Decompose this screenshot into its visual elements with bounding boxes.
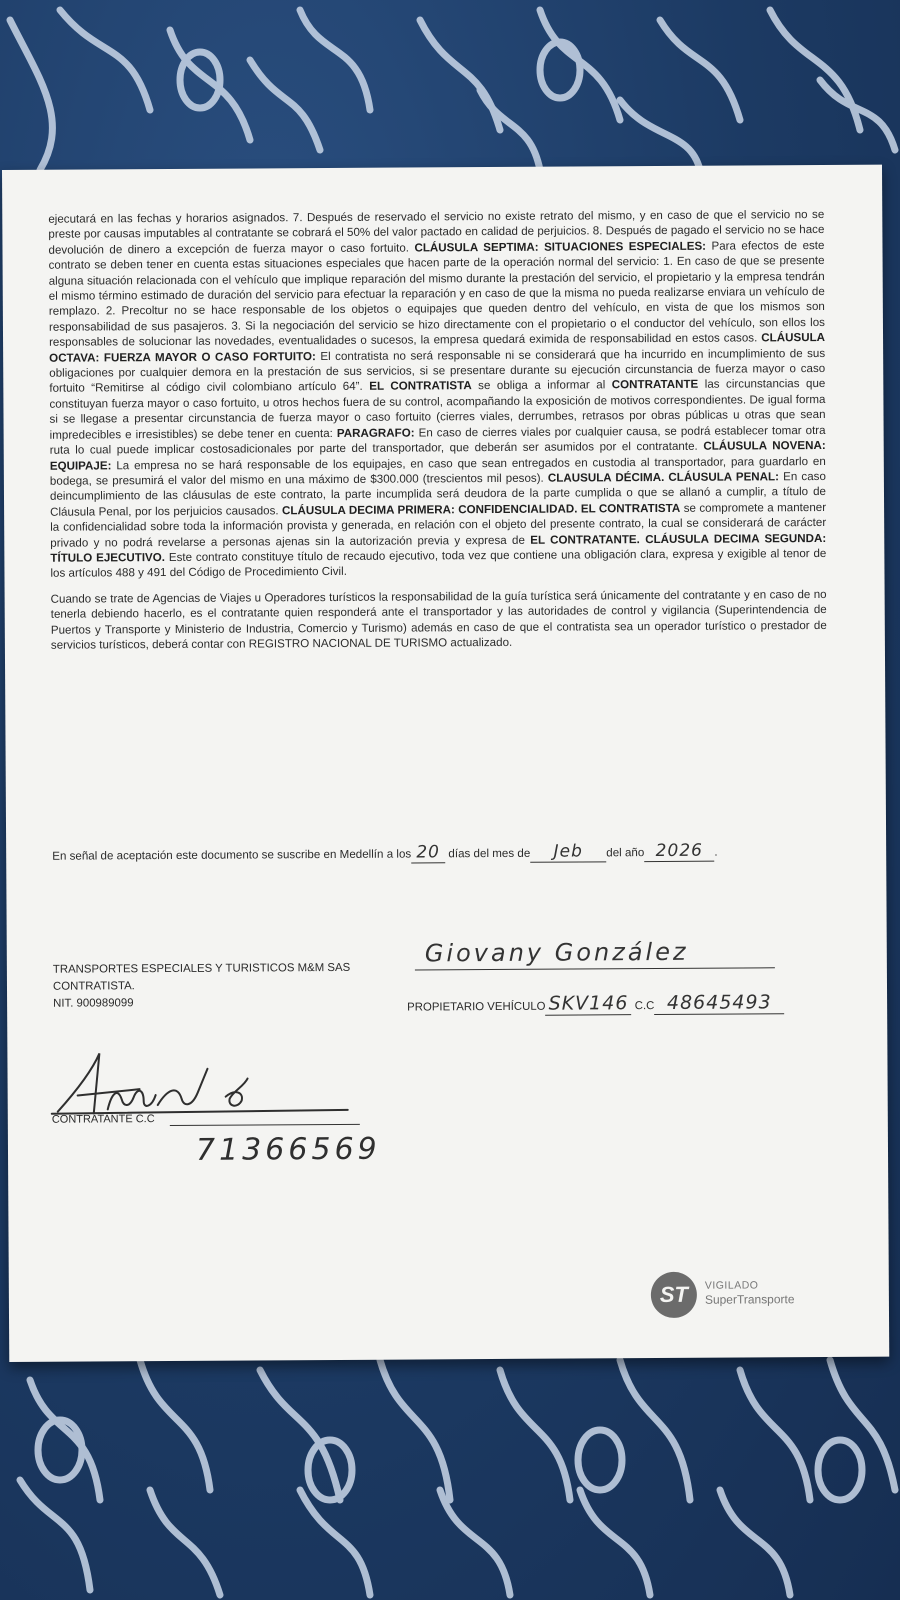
vigilado-seal: [651, 1271, 831, 1322]
tourism-paragraph: Cuando se trate de Agencias de Viajes u Operadores turísticos la responsabilidad de la guía turística será únicamente del contratante y en caso de no tenerla debiendo hacerlo, es el contratante quien responderá ante el transportador y las autoridades de control y vigilancia (Superintendencia de Puertos y Transporte y Ministerio de Industria, Comercio y Turismo) además en caso de que el contratista sea un operador turístico o prestador de servicios turísticos, deberá contar con REGISTRO NACIONAL DE TURISMO actualizado.: [50, 587, 827, 652]
plate-field: [545, 992, 631, 1016]
owner-info-line: [407, 991, 784, 1016]
contratante-label: CONTRATANTE C.C: [51, 1113, 155, 1126]
contract-body: [48, 207, 827, 663]
contractor-block: [53, 960, 351, 1013]
contratante-signature: [47, 1048, 367, 1120]
year-field: [644, 841, 714, 862]
vigilado-label: VIGILADO: [704, 1279, 759, 1292]
acceptance-line: [52, 840, 812, 866]
month-field: [530, 841, 606, 862]
contratante-id: 71366569: [195, 1131, 381, 1168]
contratante-id-line: [170, 1124, 360, 1126]
owner-label: PROPIETARIO VEHÍCULO: [407, 1000, 546, 1014]
owner-cc-field: [654, 991, 784, 1015]
supertransporte-label: SuperTransporte: [704, 1292, 795, 1307]
owner-signature-line: [415, 935, 775, 970]
acceptance-text-3: del año: [606, 846, 645, 860]
acceptance-end: .: [714, 845, 718, 859]
plate-value: SKV146: [548, 992, 629, 1015]
company-role: CONTRATISTA.: [52, 980, 135, 993]
year-value: 2026: [655, 840, 703, 862]
owner-signature: Giovany González: [424, 937, 689, 968]
company-name: TRANSPORTES ESPECIALES Y TURISTICOS M&M SAS: [52, 961, 351, 976]
day-value: 20: [416, 842, 441, 863]
month-value: Jeb: [553, 841, 583, 862]
day-field: [411, 842, 445, 863]
contract-page: [2, 165, 889, 1362]
owner-cc-value: 48645493: [666, 991, 772, 1014]
company-nit: NIT. 900989099: [53, 997, 134, 1010]
acceptance-text-1: En señal de aceptación este documento se suscribe en Medellín a los: [52, 847, 412, 863]
supertransporte-logo: ST: [651, 1272, 697, 1318]
clauses-paragraph: ejecutará en las fechas y horarios asignados. 7. Después de reservado el servicio no existe retrato del mismo, y en caso de que el servicio no se preste por causas imputables al contratante se cobrará el 50% del valor pactado en calidad de perjuicios. 8. Después de pagado el servicio no se hace devolución de dinero a excepción de fuerza mayor o caso fortuito. CLÁUSULA SEPTIMA: SITUACIONES ESPECIALES: Para efectos de este contrato se deben tener en cuenta estas situaciones especiales que hacen parte de la operación normal del servicio: 1. En caso de que se presente alguna situación relacionada con el vehículo que implique reparación del mismo durante la prestación del servicio, el propietario y la empresa tendrán el mismo término estimado de duración del servicio para efectuar la reparación y en caso de que la misma no pueda realizarse enviara un vehículo de remplazo. 2. Precoltur no se hace responsable de los objetos o equipajes que queden dentro del vehículo, en vista de que los mismos son responsabilidad de sus pasajeros. 3. Si la negociación del servicio se hizo directamente con el propietario o el conductor del vehículo, son ellos los responsables de solucionar las novedades, eventualidades o sucesos, la empresa quedará eximida de responsabilidad en estos casos. CLÁUSULA OCTAVA: FUERZA MAYOR O CASO FORTUITO: El contratista no será responsable ni se considerará que ha incurrido en incumplimiento de sus obligaciones por cualquier demora en la prestación de sus servicios, si se presentare durante su ejecución circunstancia de fuerza mayor o caso fortuito “Remitirse al código civil colombiano artículo 64”. EL CONTRATISTA se obliga a informar al CONTRATANTE las circunstancias que constituyan fuerza mayor o caso fortuito, u otros hechos fuera de su control, acompañando la exposición de motivos correspondientes. De igual forma si se llegase a presentar circunstancia de fuerza mayor o caso fortuito (cierres viales, derrumbes, retrasos por obras públicas u otras que sean impredecibles e irresistibles) se debe tener en cuenta: PARAGRAFO: En caso de cierres viales por cualquier causa, se podrá establecer tomar otra ruta lo cual puede implicar costosadicionales por parte del transportador, que deberán ser asumidos por el contratante. CLÁUSULA NOVENA: EQUIPAJE: La empresa no se hará responsable de los equipajes, en caso que sean entregados en custodia al transportador, para guardarlo en bodega, se presumirá el valor del mismo en una máximo de $300.000 (trescientos mil pesos). CLAUSULA DÉCIMA. CLÁUSULA PENAL: En caso deincumplimiento de las cláusulas de este contrato, la parte incumplida será deudora de la parte cumplida o que se allanó a cumplir, a título de Cláusula Penal, por los perjuicios causados. CLÁUSULA DECIMA PRIMERA: CONFIDENCIALIDAD. EL CONTRATISTA se compromete a mantener la confidencialidad sobre toda la información provista y generada, en relación con el objeto del presente contrato, la cual se considerará de carácter privado y no podrá revelarse a personas ajenas sin la autorización previa y expresa de EL CONTRATANTE. CLÁUSULA DECIMA SEGUNDA: TÍTULO EJECUTIVO. Este contrato constituye título de recaudo ejecutivo, toda vez que contiene una obligación clara, expresa y exigible al tenor de los artículos 488 y 491 del Código de Procedimiento Civil.: [48, 207, 827, 581]
acceptance-text-2: días del mes de: [448, 846, 531, 861]
owner-cc-label: C.C: [634, 1000, 655, 1013]
